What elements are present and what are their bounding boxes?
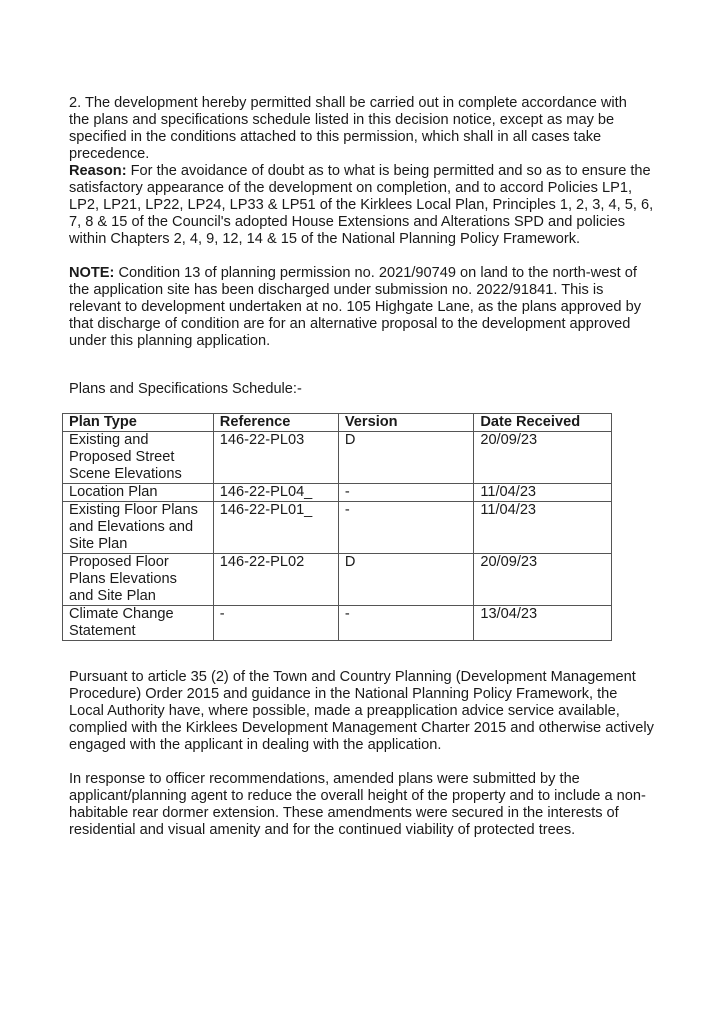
plan-type-line: Proposed Street xyxy=(69,449,175,465)
cell-reference: - xyxy=(213,606,338,641)
cell-version: D xyxy=(338,554,473,606)
spacer xyxy=(69,248,669,265)
pursuant-line: engaged with the applicant in dealing with the application. xyxy=(69,737,442,753)
reason-label: Reason: xyxy=(69,163,127,179)
cell-plan-type xyxy=(63,484,214,502)
table-row xyxy=(63,432,612,484)
closing-section xyxy=(69,669,679,839)
condition-line: the plans and specifications schedule listed in this decision notice, except as may be xyxy=(69,112,615,128)
plan-type-line: and Site Plan xyxy=(69,588,156,604)
cell-date-received: 20/09/23 xyxy=(474,432,612,484)
note-label: NOTE: xyxy=(69,265,115,281)
pursuant-line: Local Authority have, where possible, made a preapplication advice service available, xyxy=(69,703,620,719)
reason-line: satisfactory appearance of the development on completion, and to accord Policies LP1, xyxy=(69,180,633,196)
condition-line: precedence. xyxy=(69,146,150,162)
cell-date-received: 13/04/23 xyxy=(474,606,612,641)
header-plan-type: Plan Type xyxy=(63,414,214,432)
spacer xyxy=(69,754,679,771)
note-line: Condition 13 of planning permission no. 2021/90749 on land to the north-west of xyxy=(114,265,637,281)
cell-version: - xyxy=(338,606,473,641)
note-line: under this planning application. xyxy=(69,333,271,349)
pursuant-text xyxy=(69,669,679,754)
schedule-title: Plans and Specifications Schedule:- xyxy=(69,381,302,397)
note-text xyxy=(69,265,669,350)
cell-date-received: 11/04/23 xyxy=(474,484,612,502)
cell-reference: 146-22-PL03 xyxy=(213,432,338,484)
cell-plan-type xyxy=(63,432,214,484)
note-line: the application site has been discharged under submission no. 2022/91841. This is xyxy=(69,282,604,298)
cell-date-received: 11/04/23 xyxy=(474,502,612,554)
reason-line: 7, 8 & 15 of the Council's adopted House Extensions and Alterations SPD and policies xyxy=(69,214,626,230)
plan-type-line: and Elevations and xyxy=(69,519,194,535)
plan-type-line: Plans Elevations xyxy=(69,571,177,587)
condition-line: specified in the conditions attached to this permission, which shall in all cases take xyxy=(69,129,602,145)
cell-version: - xyxy=(338,502,473,554)
header-reference: Reference xyxy=(213,414,338,432)
reason-line: For the avoidance of doubt as to what is being permitted and so as to ensure the xyxy=(126,163,651,179)
plan-type-line: Existing and xyxy=(69,432,149,448)
amendments-line: residential and visual amenity and for the continued viability of protected trees. xyxy=(69,822,576,838)
amendments-line: In response to officer recommendations, amended plans were submitted by the xyxy=(69,771,580,787)
plan-type-line: Scene Elevations xyxy=(69,466,182,482)
plan-type-line: Climate Change xyxy=(69,606,174,622)
cell-plan-type xyxy=(63,502,214,554)
cell-reference: 146-22-PL02 xyxy=(213,554,338,606)
amendments-line: habitable rear dormer extension. These amendments were secured in the interests of xyxy=(69,805,619,821)
cell-reference: 146-22-PL01_ xyxy=(213,502,338,554)
note-first-line xyxy=(69,265,669,282)
plan-type-line: Location Plan xyxy=(69,484,158,500)
amendments-line: applicant/planning agent to reduce the overall height of the property and to include a non- xyxy=(69,788,646,804)
cell-version: D xyxy=(338,432,473,484)
pursuant-line: Procedure) Order 2015 and guidance in the National Planning Policy Framework, the xyxy=(69,686,618,702)
header-date-received: Date Received xyxy=(474,414,612,432)
plan-type-line: Statement xyxy=(69,623,136,639)
cell-plan-type xyxy=(63,606,214,641)
note-line: relevant to development undertaken at no. 105 Highgate Lane, as the plans approved by xyxy=(69,299,641,315)
table-row xyxy=(63,502,612,554)
cell-version: - xyxy=(338,484,473,502)
reason-line: LP2, LP21, LP22, LP24, LP33 & LP51 of the Kirklees Local Plan, Principles 1, 2, 3, 4, 5, 6, xyxy=(69,197,654,213)
reason-line: within Chapters 2, 4, 9, 12, 14 & 15 of the National Planning Policy Framework. xyxy=(69,231,581,247)
note-line: that discharge of condition are for an alternative proposal to the development approved xyxy=(69,316,631,332)
pursuant-line: complied with the Kirklees Development Management Charter 2015 and otherwise actively xyxy=(69,720,654,736)
plan-type-line: Site Plan xyxy=(69,536,128,552)
cell-reference: 146-22-PL04_ xyxy=(213,484,338,502)
plan-type-line: Existing Floor Plans xyxy=(69,502,198,518)
header-version: Version xyxy=(338,414,473,432)
plan-type-line: Proposed Floor xyxy=(69,554,169,570)
cell-plan-type xyxy=(63,554,214,606)
table-row xyxy=(63,554,612,606)
condition-line: 2. The development hereby permitted shall be carried out in complete accordance with xyxy=(69,95,627,111)
plans-schedule-table xyxy=(62,413,612,641)
condition-2-text xyxy=(69,95,669,163)
table-row xyxy=(63,606,612,641)
reason-text xyxy=(69,163,669,248)
reason-first-line xyxy=(69,163,669,180)
table-row xyxy=(63,484,612,502)
pursuant-line: Pursuant to article 35 (2) of the Town and Country Planning (Development Management xyxy=(69,669,636,685)
table-header-row xyxy=(63,414,612,432)
condition-section xyxy=(69,95,669,350)
cell-date-received: 20/09/23 xyxy=(474,554,612,606)
amendments-text xyxy=(69,771,679,839)
